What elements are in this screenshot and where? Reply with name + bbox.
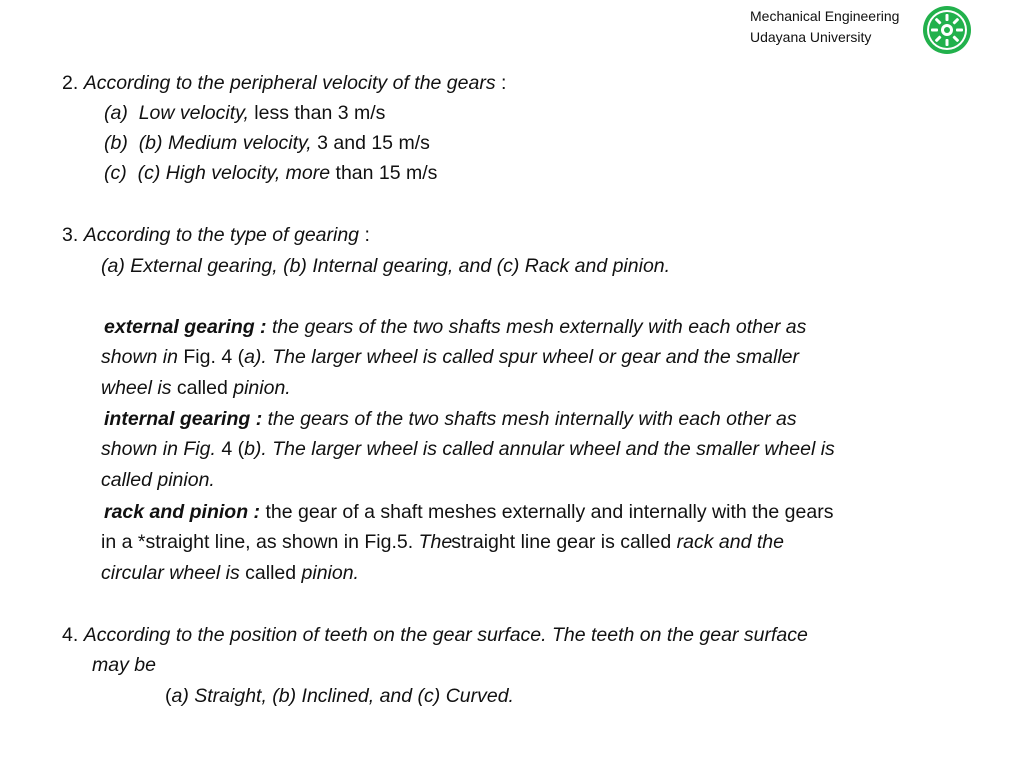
text-line xyxy=(101,465,215,495)
definition-text: shown in xyxy=(101,346,178,368)
text-line xyxy=(101,527,784,557)
section-title: may be xyxy=(92,654,156,676)
paren: ( xyxy=(165,685,172,707)
definition-text: straight line gear is called xyxy=(451,531,672,553)
gearing-types-text: (a) External gearing, (b) Internal gearing, and (c) Rack and pinion. xyxy=(101,255,671,277)
teeth-types xyxy=(165,681,514,711)
term: external gearing : xyxy=(104,316,267,338)
section-title: According to the position of teeth on the gear surface. The teeth on the gear surface xyxy=(83,624,808,646)
definition-text: The xyxy=(418,531,453,553)
definition-text: a). The larger wheel is called spur wheel or gear and the smaller xyxy=(244,346,800,368)
text-line xyxy=(101,558,359,588)
definition-text: b). The larger wheel is called annular wheel and the smaller wheel is xyxy=(244,438,835,460)
list-item xyxy=(104,128,430,158)
internal-gearing-def xyxy=(104,404,797,434)
colon: : xyxy=(501,72,507,94)
definition-text: rack and the xyxy=(676,531,784,553)
definition-text: called pinion. xyxy=(101,469,215,491)
definition-text: shown in Fig. xyxy=(101,438,216,460)
gearing-types xyxy=(101,251,670,281)
rack-and-pinion-def xyxy=(104,497,833,527)
velocity-label: (c) High velocity, more xyxy=(137,162,331,184)
department-name: Mechanical Engineering xyxy=(750,8,900,24)
text-line xyxy=(101,342,799,372)
velocity-label: (b) Medium velocity, xyxy=(138,132,312,154)
text-line xyxy=(101,434,835,464)
section-4-heading xyxy=(62,620,808,650)
definition-text: called xyxy=(176,377,228,399)
section-number: 2. xyxy=(62,72,79,94)
text-line xyxy=(92,650,156,680)
colon: : xyxy=(364,224,370,246)
section-title: According to the type of gearing xyxy=(83,224,360,246)
figure-ref: 4 ( xyxy=(221,438,245,460)
definition-text: wheel is xyxy=(101,377,172,399)
definition-text: called xyxy=(245,562,297,584)
velocity-label: Low velocity, xyxy=(138,102,249,124)
definition-text: the gear of a shaft meshes externally and internally with the gears xyxy=(265,501,834,523)
velocity-range: 3 and 15 m/s xyxy=(317,132,430,154)
list-item xyxy=(104,158,437,188)
section-number: 4. xyxy=(62,624,79,646)
definition-text: pinion. xyxy=(233,377,291,399)
definition-text: in a *straight line, as shown in Fig.5. xyxy=(101,531,414,553)
section-number: 3. xyxy=(62,224,79,246)
list-marker: (c) xyxy=(104,162,127,184)
teeth-types-text: a) Straight, (b) Inclined, and (c) Curved. xyxy=(171,685,514,707)
velocity-range: less than 3 m/s xyxy=(254,102,386,124)
term: rack and pinion : xyxy=(104,501,261,523)
term: internal gearing : xyxy=(104,408,263,430)
list-marker: (a) xyxy=(104,102,128,124)
section-3-heading xyxy=(62,220,370,250)
text-line xyxy=(101,373,291,403)
velocity-range: than 15 m/s xyxy=(335,162,438,184)
list-marker: (b) xyxy=(104,132,128,154)
section-2-heading xyxy=(62,68,506,98)
list-item xyxy=(104,98,385,128)
figure-ref: Fig. 4 ( xyxy=(183,346,245,368)
definition-text: pinion. xyxy=(301,562,359,584)
definition-text: circular wheel is xyxy=(101,562,240,584)
external-gearing-def xyxy=(104,312,806,342)
university-name: Udayana University xyxy=(750,29,872,45)
section-title: According to the peripheral velocity of the gears xyxy=(83,72,496,94)
definition-text: the gears of the two shafts mesh internally with each other as xyxy=(267,408,797,430)
definition-text: the gears of the two shafts mesh externally with each other as xyxy=(271,316,807,338)
